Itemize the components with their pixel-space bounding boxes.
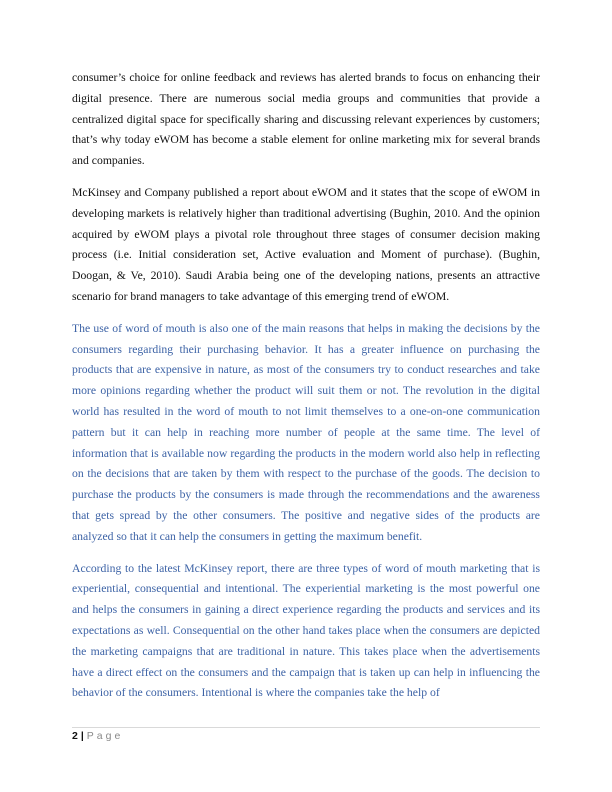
page-number: 2 [72, 730, 78, 742]
footer-separator: | [80, 730, 84, 742]
paragraph-4: According to the latest McKinsey report, there are three types of word of mouth marketing that is experiential, consequential and intentional. The experiential marketing is the most powerful one and helps the consumers in gaining a direct experience regarding the products and services and its expectations as well. Consequential on the other hand takes place when the consumers are depicted the marketing campaigns that are traditional in nature. This takes place when the advertisements have a direct effect on the consumers and the campaign that is taken up can help in influencing the behavior of the consumers. Intentional is where the companies take the help of [72, 561, 540, 700]
footer-divider [72, 727, 540, 728]
paragraph-2: McKinsey and Company published a report about eWOM and it states that the scope of eWOM in developing markets is relatively higher than traditional advertising (Bughin, 2010. And the opinion acquired by eWOM plays a pivotal role throughout three stages of consumer decision making process (i.e. Initial consideration set, Active evaluation and Moment of purchase). (Bughin, Doogan, & Ve, 2010). Saudi Arabia being one of the developing nations, presents an attractive scenario for brand managers to take advantage of this emerging trend of eWOM. [72, 185, 540, 303]
page-body [72, 68, 540, 715]
paragraph-3: The use of word of mouth is also one of the main reasons that helps in making the decisions by the consumers regarding their purchasing behavior. It has a greater influence on purchasing the products that are expensive in nature, as most of the consumers try to conduct researches and take more opinions regarding whether the product will suit them or not. The revolution in the digital world has resulted in the word of mouth to not limit themselves to a one-on-one communication pattern but it can help in reaching more number of people at the same time. The level of information that is available now regarding the products in the modern world also help in reflecting on the decisions that are taken by them with respect to the purchase of the goods. The decision to purchase the products by the consumers is made through the recommendations and the awareness that gets spread by the other consumers. The positive and negative sides of the products are analyzed so that it can help the consumers in getting the maximum benefit. [72, 321, 540, 543]
page-label: Page [86, 730, 124, 742]
paragraph-1: consumer’s choice for online feedback and reviews has alerted brands to focus on enhancing their digital presence. There are numerous social media groups and communities that provide a centralized digital space for specifically sharing and discussing relevant experiences by customers; that’s why today eWOM has become a stable element for online marketing mix for several brands and companies. [72, 71, 540, 168]
page-footer [72, 729, 123, 743]
